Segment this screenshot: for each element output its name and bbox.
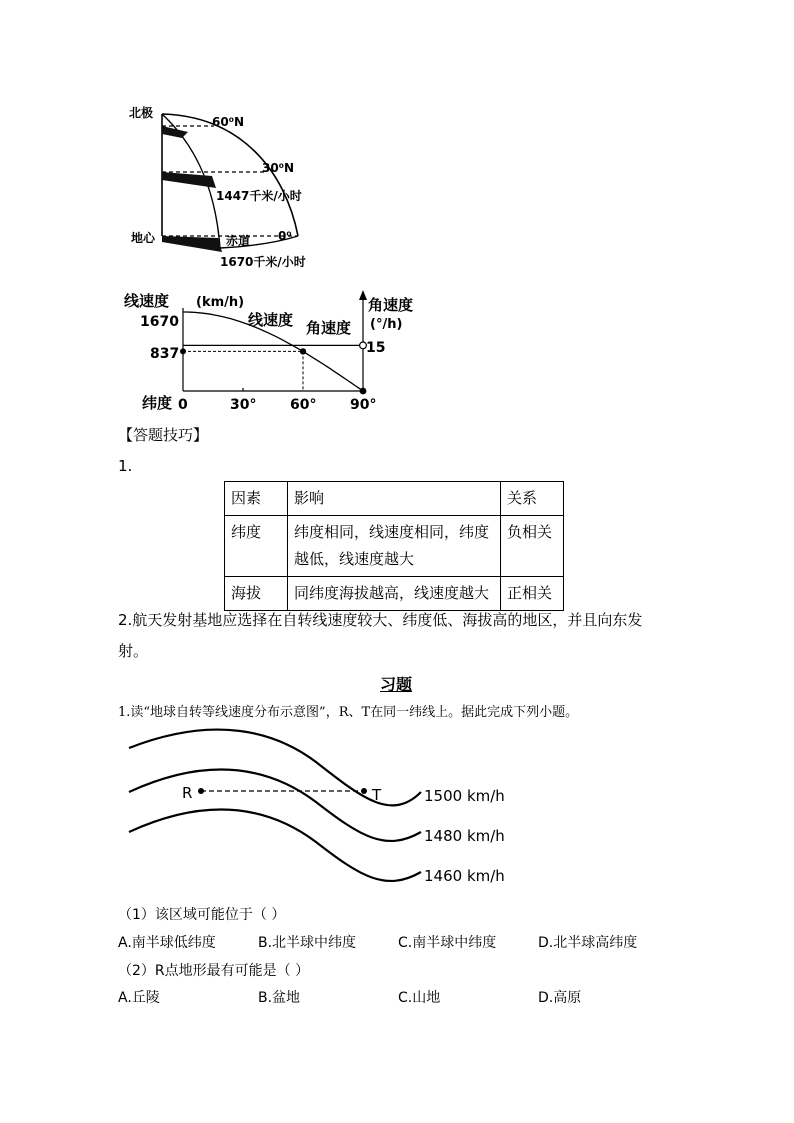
sub1-option-a[interactable]: A.南半球低纬度: [118, 935, 216, 951]
factor-table: [224, 481, 564, 611]
label-speed30: 1447千米/小时: [216, 189, 302, 203]
point-r: [198, 788, 204, 794]
cell-effect: 同纬度海拔越高，线速度越大: [288, 577, 501, 611]
header-factor: 因素: [225, 482, 288, 516]
contour-1480: [129, 770, 421, 841]
sub1-option-d[interactable]: D.北半球高纬度: [538, 935, 638, 951]
cell-relation: 正相关: [501, 577, 564, 611]
curve-label-linear: 线速度: [248, 311, 294, 329]
label-speed0: 1670千米/小时: [220, 255, 306, 269]
point-837-axis: [180, 348, 186, 354]
table-header-row: [225, 482, 564, 516]
cell-effect: [288, 516, 501, 577]
label-1500: 1500 km/h: [424, 787, 505, 805]
left-axis-unit: (km/h): [196, 295, 245, 310]
right-axis-title: 角速度: [368, 296, 414, 314]
label-lat30: 30⁰N: [262, 161, 294, 175]
x-tick-90: 90°: [350, 397, 377, 413]
sub2-option-d[interactable]: D.高原: [538, 990, 582, 1006]
header-effect: 影响: [288, 482, 501, 516]
cell-factor: 纬度: [225, 516, 288, 577]
x-tick-30: 30°: [230, 397, 257, 413]
y-tick-837: 837: [150, 346, 180, 362]
point-angular-15: [360, 342, 367, 349]
tip2-line2: 射。: [118, 642, 149, 660]
label-earth-center: 地心: [131, 231, 156, 245]
sub1-question: （1）该区域可能位于（ ）: [118, 907, 286, 923]
sub2-option-a[interactable]: A.丘陵: [118, 990, 160, 1006]
label-lat0: 0⁰: [278, 229, 292, 243]
tip1-number: 1.: [118, 457, 133, 475]
curve-label-angular: 角速度: [306, 319, 352, 337]
label-t: T: [372, 786, 382, 804]
x-tick-0: 0: [178, 397, 188, 413]
label-equator: 赤道: [226, 234, 251, 248]
label-r: R: [182, 784, 193, 802]
sub2-question: （2）R点地形最有可能是（ ）: [118, 963, 310, 979]
x-axis-label: 纬度: [142, 394, 173, 412]
cell-effect-line2: 越低，线速度越大: [294, 550, 415, 568]
label-1460: 1460 km/h: [424, 867, 505, 885]
sub1-option-b[interactable]: B.北半球中纬度: [258, 935, 357, 951]
header-relation: 关系: [501, 482, 564, 516]
label-1480: 1480 km/h: [424, 827, 505, 845]
q1-stem: 1.读“地球自转等线速度分布示意图”，R、T在同一纬线上。据此完成下列小题。: [118, 705, 579, 720]
velocity-chart: [120, 288, 430, 418]
point-60-837: [300, 348, 306, 354]
contour-1460: [129, 810, 421, 881]
right-axis-arrow: [359, 290, 367, 300]
tip2-line1: 2.航天发射基地应选择在自转线速度较大、纬度低、海拔高的地区，并且向东发: [118, 611, 643, 629]
table-row: [225, 577, 564, 611]
sub1-option-c[interactable]: C.南半球中纬度: [398, 935, 497, 951]
y-tick-1670: 1670: [140, 314, 179, 330]
right-value-15: 15: [366, 340, 386, 356]
isoline-map: [126, 722, 526, 892]
wedge-0: [162, 236, 222, 252]
label-north-pole: 北极: [129, 106, 154, 120]
cell-effect-line1: 纬度相同，线速度相同，纬度: [294, 523, 490, 541]
label-lat60: 60⁰N: [212, 115, 244, 129]
sub2-option-b[interactable]: B.盆地: [258, 990, 301, 1006]
cell-factor: 海拔: [225, 577, 288, 611]
right-axis-unit: (°/h): [370, 317, 403, 332]
sub2-option-c[interactable]: C.山地: [398, 990, 441, 1006]
x-tick-60: 60°: [290, 397, 317, 413]
point-t: [361, 788, 367, 794]
point-90-0: [360, 388, 367, 395]
table-row: [225, 516, 564, 577]
tips-heading: 【答题技巧】: [118, 426, 209, 444]
left-axis-title: 线速度: [124, 292, 170, 310]
exercise-title: 习题: [380, 675, 413, 694]
earth-section-diagram: [120, 100, 330, 272]
wedge-30: [162, 172, 216, 188]
cell-relation: 负相关: [501, 516, 564, 577]
